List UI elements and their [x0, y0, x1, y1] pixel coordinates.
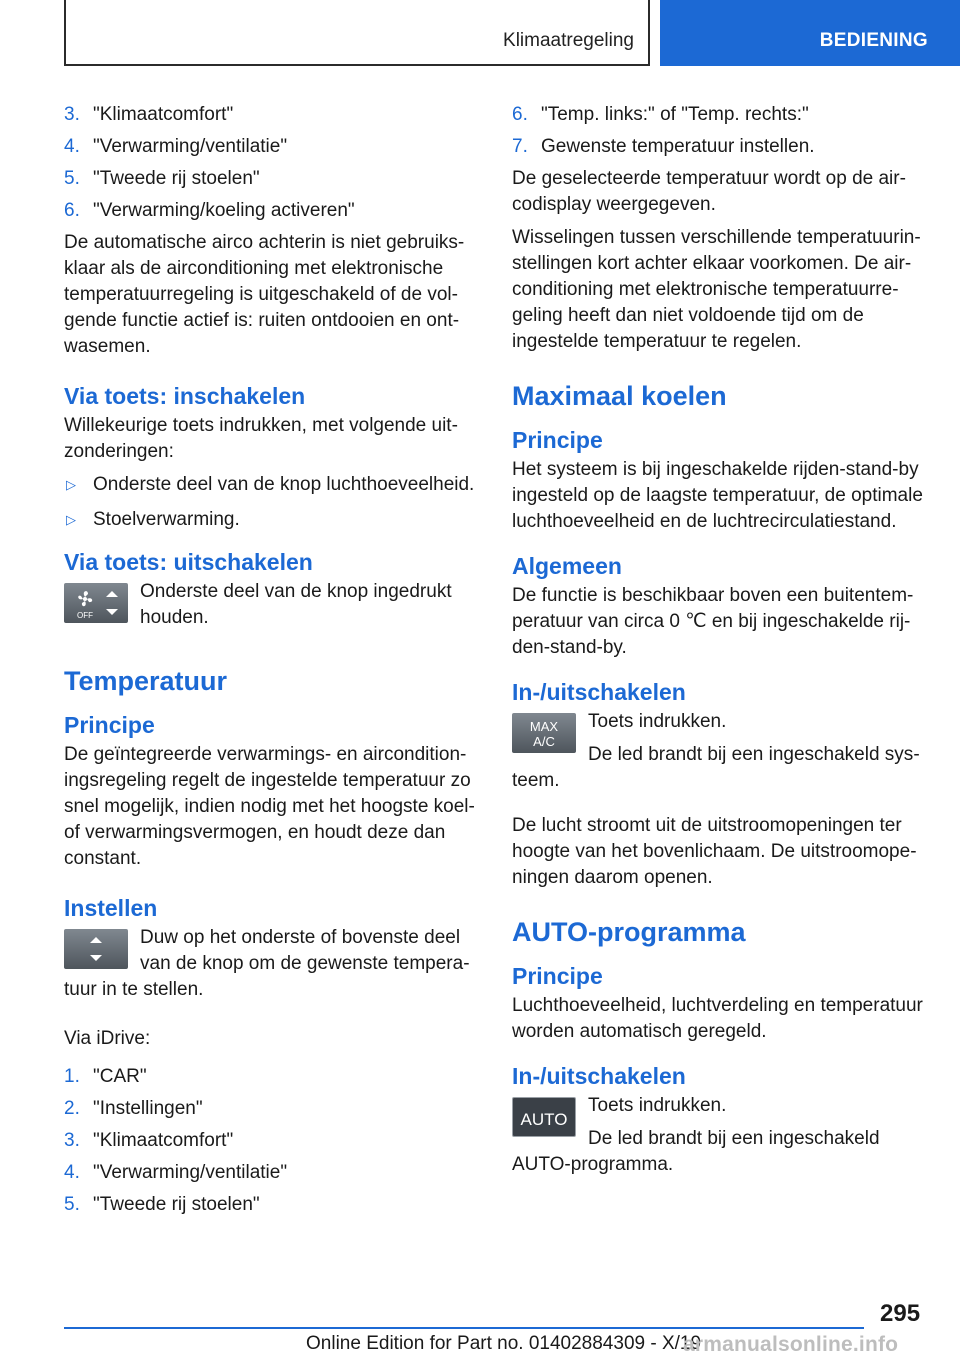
paragraph-instellen: Duw op het onderste of bovenste deel van de knop om de gewenste temperatuur in te stellen.	[64, 927, 470, 1000]
paragraph-principe: De geïntegreerde verwarmings- en airconditioningsregeling regelt de ingestelde temperatuur zo snel mogelijk, indien nodig met het hoogste koel- of verwarmingsvermogen, en houdt deze dan constant.	[64, 744, 475, 869]
heading-auto-programma: AUTO-programma	[512, 917, 746, 947]
fan-off-button-icon	[64, 583, 128, 623]
heading-in-uitschakelen: In-/uitschakelen	[512, 1063, 686, 1089]
auto-instruction	[512, 1093, 930, 1185]
footer-divider	[64, 1327, 864, 1329]
bullet-item: ▷ Onderste deel van de knop luchthoeveelheid.	[64, 472, 478, 498]
list-item: 5. "Tweede rij stoelen"	[64, 1194, 260, 1215]
paragraph-wisselingen: Wisselingen tussen verschillende temperatuurinstellingen kort achter elkaar voorkomen. De airconditioning met elektronische temperatuurregeling heeft dan niet voldoende tijd om de ingestelde temperatuur te regelen.	[512, 227, 921, 352]
header-chapter-box	[64, 0, 650, 66]
paragraph-principe-max: Het systeem is bij ingeschakelde rijden-stand-by ingesteld op de laagste temperatuur, de optimale luchthoeveelheid en de luchtrecirculatiestand.	[512, 459, 923, 532]
footer-edition: Online Edition for Part no. 01402884309 - X/19	[306, 1333, 702, 1354]
triangle-bullet-icon: ▷	[66, 477, 76, 492]
heading-algemeen: Algemeen	[512, 553, 622, 579]
list-item: 4. "Verwarming/ventilatie"	[64, 1162, 288, 1183]
svg-text:AUTO: AUTO	[520, 1110, 568, 1129]
paragraph-led-auto: De led brandt bij een ingeschakeld AUTO-programma.	[512, 1128, 880, 1175]
list-item: 4. "Verwarming/ventilatie"	[64, 136, 288, 157]
heading-instellen: Instellen	[64, 895, 158, 921]
paragraph-led-systeem: De led brandt bij een ingeschakeld systeem.	[512, 744, 920, 791]
heading-principe: Principe	[512, 963, 603, 989]
heading-principe: Principe	[64, 712, 155, 738]
paragraph-toets-indrukken: Toets indrukken.	[588, 711, 727, 732]
left-column	[64, 102, 478, 1224]
right-column	[512, 102, 930, 1185]
paragraph-toets-indrukken-auto: Toets indrukken.	[588, 1095, 727, 1116]
list-item: 6. "Verwarming/koeling activeren"	[64, 200, 355, 221]
list-item: 2. "Instellingen"	[64, 1098, 203, 1119]
paragraph-principe-auto: Luchthoeveelheid, luchtverdeling en temperatuur worden automatisch geregeld.	[512, 995, 923, 1042]
chapter-title: Klimaatregeling	[503, 30, 634, 51]
list-item: 7. Gewenste temperatuur instellen.	[512, 136, 815, 157]
max-ac-button-icon	[512, 713, 576, 753]
paragraph-display: De geselecteerde temperatuur wordt op de aircodisplay weergegeven.	[512, 168, 906, 215]
header-section-tab	[660, 0, 960, 66]
temp-rocker-instruction	[64, 925, 478, 1010]
svg-text:OFF: OFF	[77, 611, 93, 620]
triangle-bullet-icon: ▷	[66, 512, 76, 527]
section-title: BEDIENING	[819, 30, 928, 51]
auto-button-icon	[512, 1097, 576, 1137]
heading-maximaal-koelen: Maximaal koelen	[512, 381, 727, 411]
fan-off-instruction	[64, 579, 478, 638]
page-number: 295	[880, 1300, 921, 1327]
svg-text:A/C: A/C	[533, 734, 555, 749]
heading-via-toets-inschakelen: Via toets: inschakelen	[64, 383, 306, 409]
list-item: 1. "CAR"	[64, 1066, 147, 1087]
temperature-rocker-icon	[64, 929, 128, 969]
paragraph-lucht: De lucht stroomt uit de uitstroomopeningen ter hoogte van het bovenlichaam. De uitstroomopeningen daarom openen.	[512, 815, 917, 888]
heading-in-uitschakelen: In-/uitschakelen	[512, 679, 686, 705]
paragraph-idrive: Via iDrive:	[64, 1028, 151, 1049]
heading-principe: Principe	[512, 427, 603, 453]
heading-via-toets-uitschakelen: Via toets: uitschakelen	[64, 549, 313, 575]
list-item: 5. "Tweede rij stoelen"	[64, 168, 260, 189]
paragraph-uitschakelen: Onderste deel van de knop ingedrukt houden.	[140, 581, 452, 628]
bullet-item: ▷ Stoelverwarming.	[64, 507, 478, 533]
list-item: 3. "Klimaatcomfort"	[64, 1130, 234, 1151]
paragraph-airco-rear: De automatische airco achterin is niet gebruiksklaar als de airconditioning met elektronische temperatuurregeling is uitgeschakeld of de volgende functie actief is: ruiten ontdooien en ontwasemen.	[64, 232, 465, 357]
max-ac-instruction	[512, 709, 930, 801]
list-item: 3. "Klimaatcomfort"	[64, 104, 234, 125]
paragraph-algemeen: De functie is beschikbaar boven een buitentemperatuur van circa 0 ℃ en bij ingeschakelde rijden-stand-by.	[512, 585, 914, 658]
paragraph-inschakelen: Willekeurige toets indrukken, met volgende uitzonderingen:	[64, 415, 458, 462]
heading-temperatuur: Temperatuur	[64, 666, 228, 696]
watermark: armanualsonline.info	[683, 1333, 899, 1356]
svg-text:MAX: MAX	[529, 719, 559, 734]
list-item: 6. "Temp. links:" of "Temp. rechts:"	[512, 104, 809, 125]
